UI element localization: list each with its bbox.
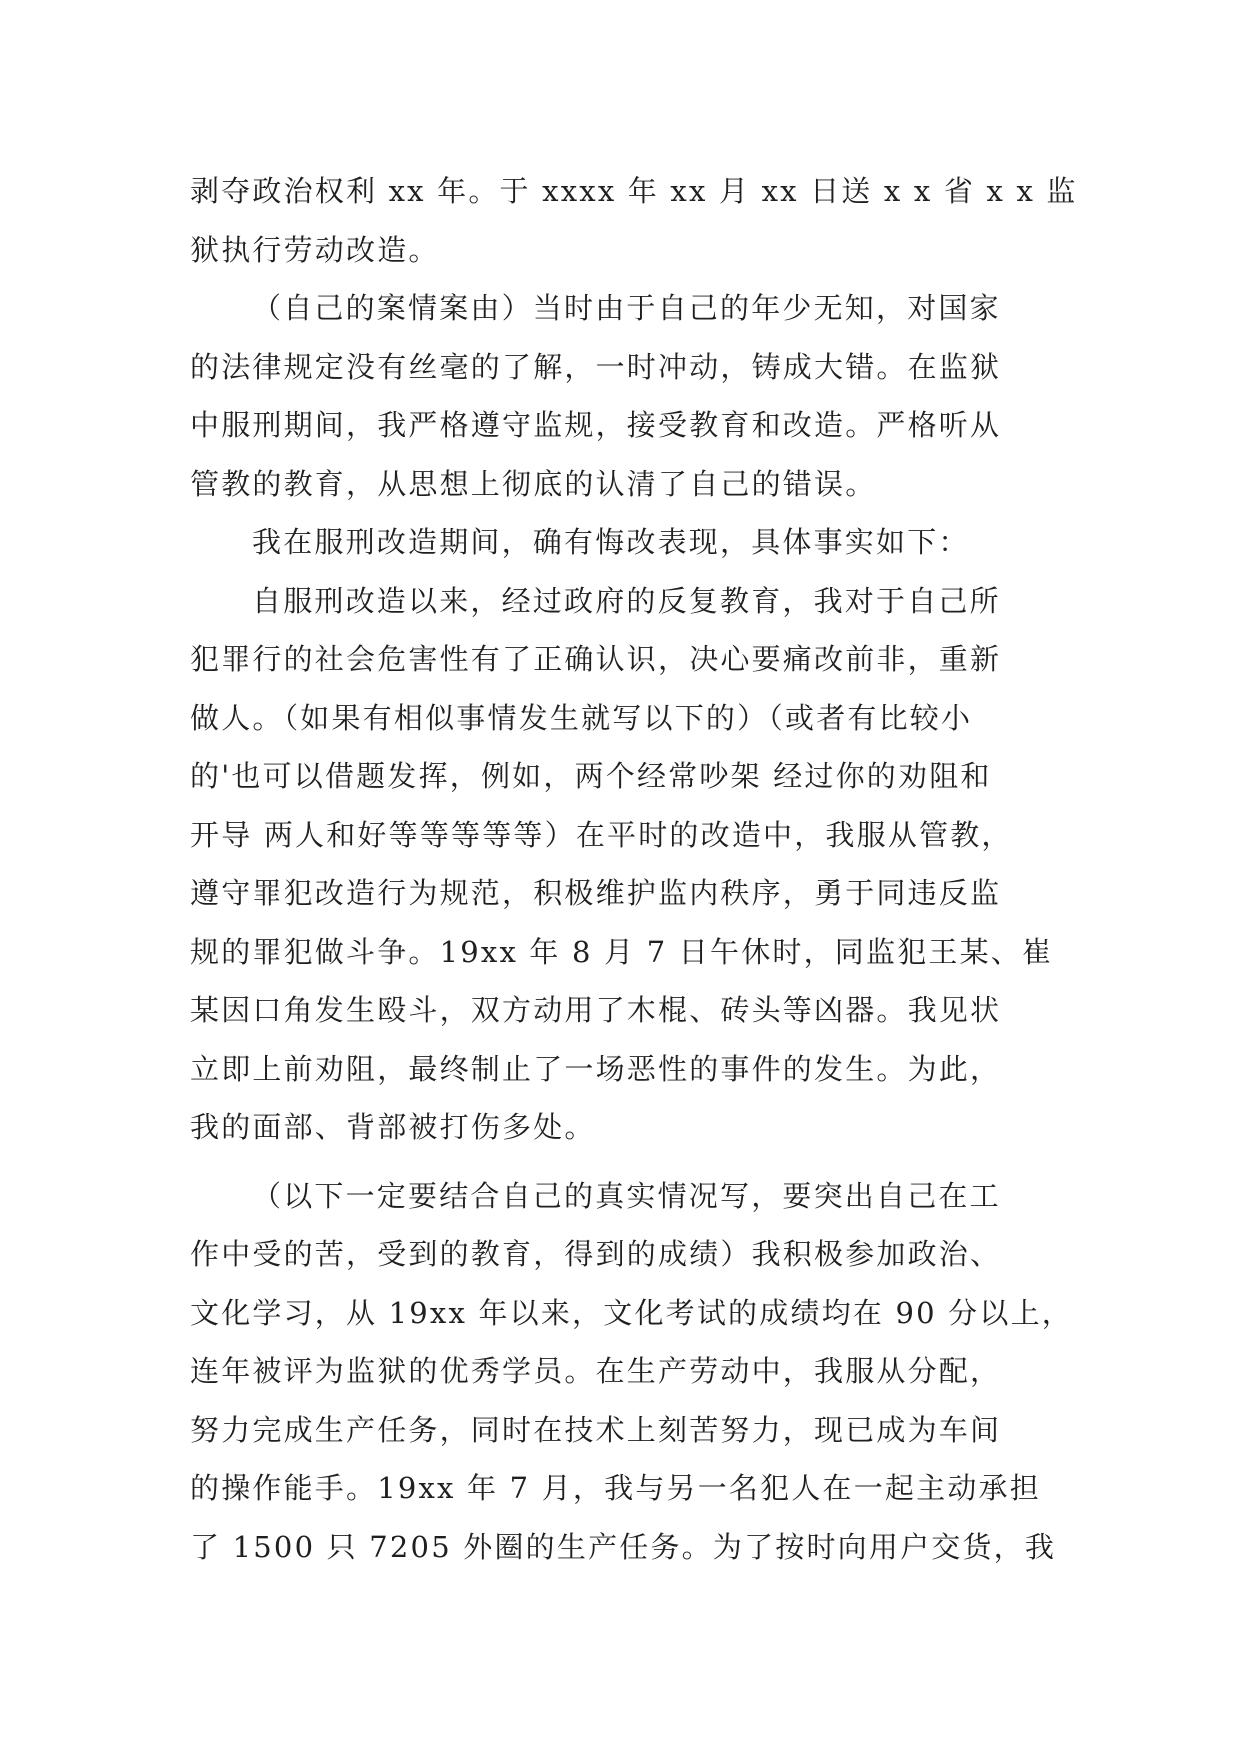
text-line: 规的罪犯做斗争。19xx 年 8 月 7 日午休时，同监犯王某、崔 — [190, 934, 1054, 969]
document-body — [190, 162, 1078, 1576]
text-line: 犯罪行的社会危害性有了正确认识，决心要痛改前非，重新 — [190, 642, 1002, 676]
text-line: 狱执行劳动改造。 — [190, 232, 440, 267]
text-line: 的法律规定没有丝毫的了解，一时冲动，铸成大错。在监狱 — [190, 349, 1002, 384]
text-line: 了 1500 只 7205 外圈的生产任务。为了按时向用户交货，我 — [190, 1529, 1057, 1564]
text-line: 我的面部、背部被打伤多处。 — [190, 1110, 596, 1144]
text-line: 立即上前劝阻，最终制止了一场恶性的事件的发生。为此， — [190, 1051, 1002, 1086]
text-line: 管教的教育，从思想上彻底的认清了自己的错误。 — [190, 466, 877, 501]
text-line: （以下一定要结合自己的真实情况写，要突出自己在工 — [252, 1178, 1001, 1213]
text-line: 做人。（如果有相似事情发生就写以下的）（或者有比较小 — [190, 700, 973, 735]
text-line: 中服刑期间，我严格遵守监规，接受教育和改造。严格听从 — [190, 408, 1002, 442]
text-line: 的操作能手。19xx 年 7 月，我与另一名犯人在一起主动承担 — [190, 1471, 1041, 1505]
text-line: 自服刑改造以来，经过政府的反复教育，我对于自己所 — [252, 583, 1001, 618]
text-line: 开导 两人和好等等等等等）在平时的改造中，我服从管教， — [190, 817, 1013, 852]
text-line: 连年被评为监狱的优秀学员。在生产劳动中，我服从分配， — [190, 1354, 1002, 1388]
text-line: 剥夺政治权利 xx 年。于 xxxx 年 xx 月 xx 日送 x x 省 x x 监 — [190, 174, 1078, 208]
text-line: 的'也可以借题发挥，例如，两个经常吵架 经过你的劝阻和 — [190, 759, 992, 793]
text-line: 遵守罪犯改造行为规范，积极维护监内秩序，勇于同违反监 — [190, 876, 1002, 910]
text-line: 我在服刑改造期间，确有悔改表现，具体事实如下： — [252, 525, 970, 559]
text-line: 努力完成生产任务，同时在技术上刻苦努力，现已成为车间 — [190, 1412, 1002, 1447]
text-line: 某因口角发生殴斗，双方动用了木棍、砖头等凶器。我见状 — [190, 993, 1002, 1027]
text-line: 作中受的苦，受到的教育，得到的成绩）我积极参加政治、 — [190, 1237, 1002, 1271]
text-line: 文化学习，从 19xx 年以来，文化考试的成绩均在 90 分以上， — [190, 1295, 1073, 1330]
text-line: （自己的案情案由）当时由于自己的年少无知，对国家 — [252, 291, 1001, 325]
